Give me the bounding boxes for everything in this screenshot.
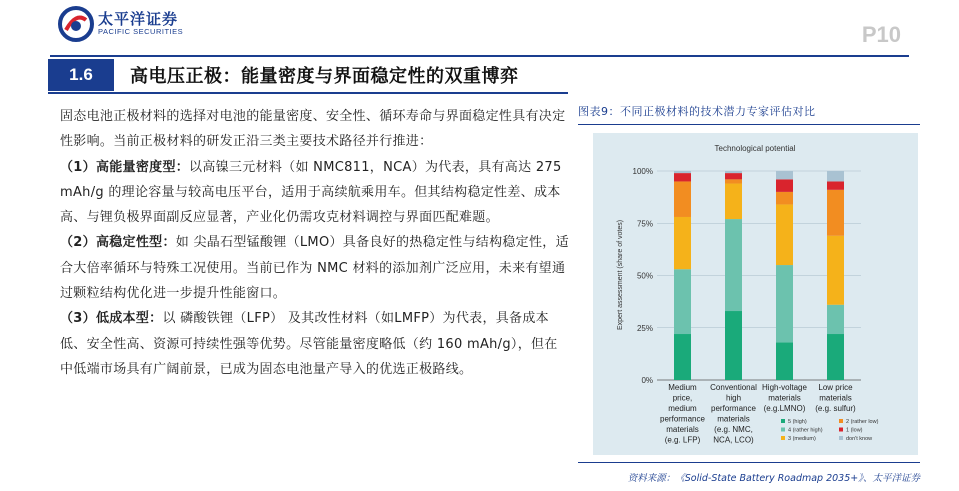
x-tick-label (710, 383, 757, 445)
item-text: 以高镍三元材料（如 NMC811，NCA）为代表，具有高达 275 mAh/g 的理论容量与较高电压平台，适用于高续航乘用车。但其结构稳定性差、成本高、与锂负极界面副反应显著，产业化仍需攻克材料调控与界面匹配难题。 (60, 159, 562, 226)
x-tick-label-line: performance (711, 404, 756, 413)
y-tick-label: 100% (632, 167, 653, 176)
x-tick-label-line: (e.g. sulfur) (815, 404, 856, 413)
x-tick-label-line: NCA, LCO) (713, 435, 754, 445)
bar-segment (725, 173, 742, 179)
bar-segment (776, 171, 793, 179)
bar-segment (776, 204, 793, 265)
legend-swatch (781, 436, 785, 440)
x-tick-label-line: performance (660, 414, 705, 424)
x-tick-label-line: materials (819, 393, 852, 403)
logo-text-en: PACIFIC SECURITIES (98, 27, 184, 36)
section-underline (48, 92, 568, 94)
x-tick-label-line: materials (666, 425, 699, 434)
item-heading: （1）高能量密度型： (60, 159, 190, 175)
logo-text-cn: 太平洋证券 (98, 10, 179, 28)
bar-segment (827, 334, 844, 380)
bar-segment (827, 190, 844, 236)
legend-label: 4 (rather high) (788, 427, 823, 434)
legend-swatch (839, 419, 843, 423)
bar-segment (725, 179, 742, 183)
list-item (60, 155, 570, 231)
list-item (60, 306, 570, 382)
bar-segment (674, 171, 691, 173)
bar-segment (674, 173, 691, 181)
header-divider (50, 55, 909, 57)
x-tick-label-line: Conventional (710, 383, 757, 392)
legend-swatch (781, 428, 785, 432)
item-heading: （3）低成本型： (60, 311, 163, 327)
chart-panel (593, 133, 918, 455)
y-tick-label: 50% (636, 271, 653, 281)
x-tick-label-line: materials (768, 393, 801, 403)
x-tick-label-line: Low price (818, 383, 853, 392)
bar-segment (776, 179, 793, 192)
chart-title: Technological potential (714, 144, 796, 153)
stacked-bar-chart (593, 133, 918, 455)
legend-label: 2 (rather low) (846, 419, 879, 425)
y-tick-label: 0% (641, 376, 653, 385)
bar-segment (827, 181, 844, 189)
y-axis-label: Expert assessment (share of votes) (617, 219, 624, 331)
x-tick-label-line: materials (717, 414, 750, 424)
bar-segment (725, 171, 742, 173)
bar-segment (725, 219, 742, 311)
x-tick-label-line: Medium (668, 383, 697, 392)
figure-caption-divider (578, 124, 920, 125)
bar-segment (674, 181, 691, 217)
bar-segment (674, 217, 691, 269)
bar-segment (776, 342, 793, 380)
x-tick-label-line: high (725, 393, 742, 403)
y-tick-label: 25% (636, 323, 653, 333)
bar-segment (725, 311, 742, 380)
bar-segment (827, 305, 844, 334)
x-tick-label (815, 383, 856, 413)
list-item (60, 230, 570, 306)
legend-label: 5 (high) (788, 419, 807, 425)
page-number: P10 (861, 22, 901, 47)
x-tick-label-line: price, (672, 393, 693, 403)
x-tick-label-line: (e.g.LMNO) (763, 404, 806, 413)
bar-segment (776, 192, 793, 205)
bar-segment (827, 171, 844, 181)
item-text: 如 尖晶石型锰酸锂（LMO）具备良好的热稳定性与结构稳定性，适合大倍率循环与特殊工况使用。当前已作为 NMC 材料的添加剂广泛应用，未来有望通过颗粒结构优化进一步提升性能窗口。 (60, 235, 569, 302)
legend-label: don't know (846, 436, 873, 442)
figure-caption: 图表9：不同正极材料的技术潜力专家评估对比 (578, 105, 816, 118)
bar-segment (827, 236, 844, 305)
item-text: 以 磷酸铁锂（LFP） 及其改性材料（如LMFP）为代表，具备成本低、安全性高、资源可持续性强等优势。尽管能量密度略低（约 160 mAh/g），但在中低端市场具有广阔前景，已成为固态电池量产导入的优选正极路线。 (60, 311, 558, 377)
legend-swatch (781, 419, 785, 423)
legend-swatch (839, 428, 843, 432)
bar-segment (776, 265, 793, 342)
source-divider (578, 462, 920, 463)
legend-swatch (839, 436, 843, 440)
x-tick-label (762, 383, 807, 413)
bar-segment (674, 269, 691, 334)
logo-emblem-icon (58, 6, 94, 42)
legend-label: 3 (medium) (788, 436, 816, 442)
x-tick-label-line: (e.g. LFP) (664, 435, 701, 445)
section-title: 高电压正极：能量密度与界面稳定性的双重博弈 (130, 66, 519, 87)
bar-segment (725, 184, 742, 220)
x-tick-label-line: High-voltage (762, 383, 807, 392)
item-heading: （2）高稳定性型： (60, 235, 176, 251)
body-text (60, 104, 570, 382)
x-tick-label (660, 383, 705, 445)
y-tick-label: 75% (636, 219, 653, 229)
company-logo (58, 6, 248, 42)
intro-paragraph: 固态电池正极材料的选择对电池的能量密度、安全性、循环寿命与界面稳定性具有决定性影响。当前正极材料的研发正沿三类主要技术路径并行推进： (60, 109, 566, 150)
legend-label: 1 (low) (846, 427, 863, 434)
x-tick-label-line: medium (668, 404, 697, 413)
section-number: 1.6 (48, 59, 114, 91)
x-tick-label-line: (e.g. NMC, (714, 425, 753, 434)
bar-segment (674, 334, 691, 380)
figure-source: 资料来源：《Solid-State Battery Roadmap 2035+》、太平洋证券 (627, 473, 920, 484)
